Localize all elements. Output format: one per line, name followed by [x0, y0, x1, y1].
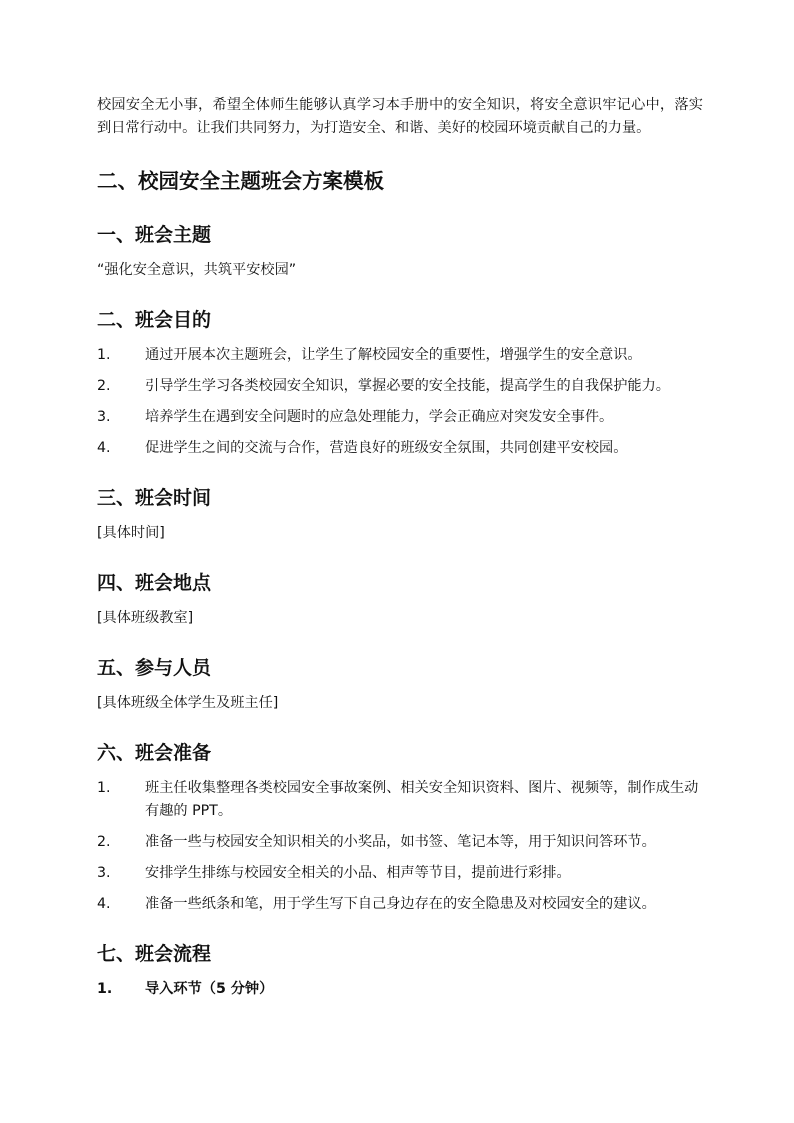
list-text: 班主任收集整理各类校园安全事故案例、相关安全知识资料、图片、视频等，制作成生动有趣的 PPT。 [145, 780, 699, 819]
time-heading: 三、班会时间 [97, 487, 212, 509]
list-item [97, 831, 703, 854]
list-item [97, 978, 703, 1001]
section-title: 二、校园安全主题班会方案模板 [97, 169, 384, 193]
list-item [97, 893, 703, 916]
list-number: 2. [97, 378, 111, 394]
list-number: 3. [97, 865, 111, 881]
intro-paragraph: 校园安全无小事，希望全体师生能够认真学习本手册中的安全知识，将安全意识牢记心中，落实到日常行动中。让我们共同努力，为打造安全、和谐、美好的校园环境贡献自己的力量。 [97, 97, 703, 136]
list-item [97, 437, 703, 460]
list-item [97, 406, 703, 429]
location-text: [具体班级教室] [97, 610, 194, 626]
document-page [97, 94, 703, 1001]
list-item [97, 862, 703, 885]
process-list [97, 978, 703, 1001]
preparation-list [97, 777, 703, 916]
theme-text: “强化安全意识，共筑平安校园” [97, 262, 297, 278]
location-heading: 四、班会地点 [97, 572, 212, 594]
list-text: 准备一些纸条和笔，用于学生写下自己身边存在的安全隐患及对校园安全的建议。 [145, 896, 656, 912]
list-number: 1. [97, 347, 111, 363]
list-text: 培养学生在遇到安全问题时的应急处理能力，学会正确应对突发安全事件。 [145, 409, 614, 425]
list-text: 促进学生之间的交流与合作，营造良好的班级安全氛围，共同创建平安校园。 [145, 440, 628, 456]
list-text: 引导学生学习各类校园安全知识，掌握必要的安全技能，提高学生的自我保护能力。 [145, 378, 670, 394]
goals-list [97, 344, 703, 460]
list-text: 安排学生排练与校园安全相关的小品、相声等节目，提前进行彩排。 [145, 865, 571, 881]
process-heading: 七、班会流程 [97, 943, 212, 965]
participants-text: [具体班级全体学生及班主任] [97, 695, 279, 711]
list-number: 4. [97, 896, 111, 912]
time-text: [具体时间] [97, 525, 165, 541]
list-item [97, 344, 703, 367]
theme-heading: 一、班会主题 [97, 224, 212, 246]
preparation-heading: 六、班会准备 [97, 742, 212, 764]
list-item [97, 777, 703, 823]
list-text: 通过开展本次主题班会，让学生了解校园安全的重要性，增强学生的安全意识。 [145, 347, 642, 363]
list-item [97, 375, 703, 398]
list-number: 1. [97, 780, 111, 796]
participants-heading: 五、参与人员 [97, 657, 212, 679]
goals-heading: 二、班会目的 [97, 309, 212, 331]
list-number: 4. [97, 440, 111, 456]
list-number: 1. [97, 981, 113, 997]
list-number: 3. [97, 409, 111, 425]
list-text: 导入环节（5 分钟） [145, 981, 274, 997]
list-text: 准备一些与校园安全知识相关的小奖品，如书签、笔记本等，用于知识问答环节。 [145, 834, 656, 850]
list-number: 2. [97, 834, 111, 850]
